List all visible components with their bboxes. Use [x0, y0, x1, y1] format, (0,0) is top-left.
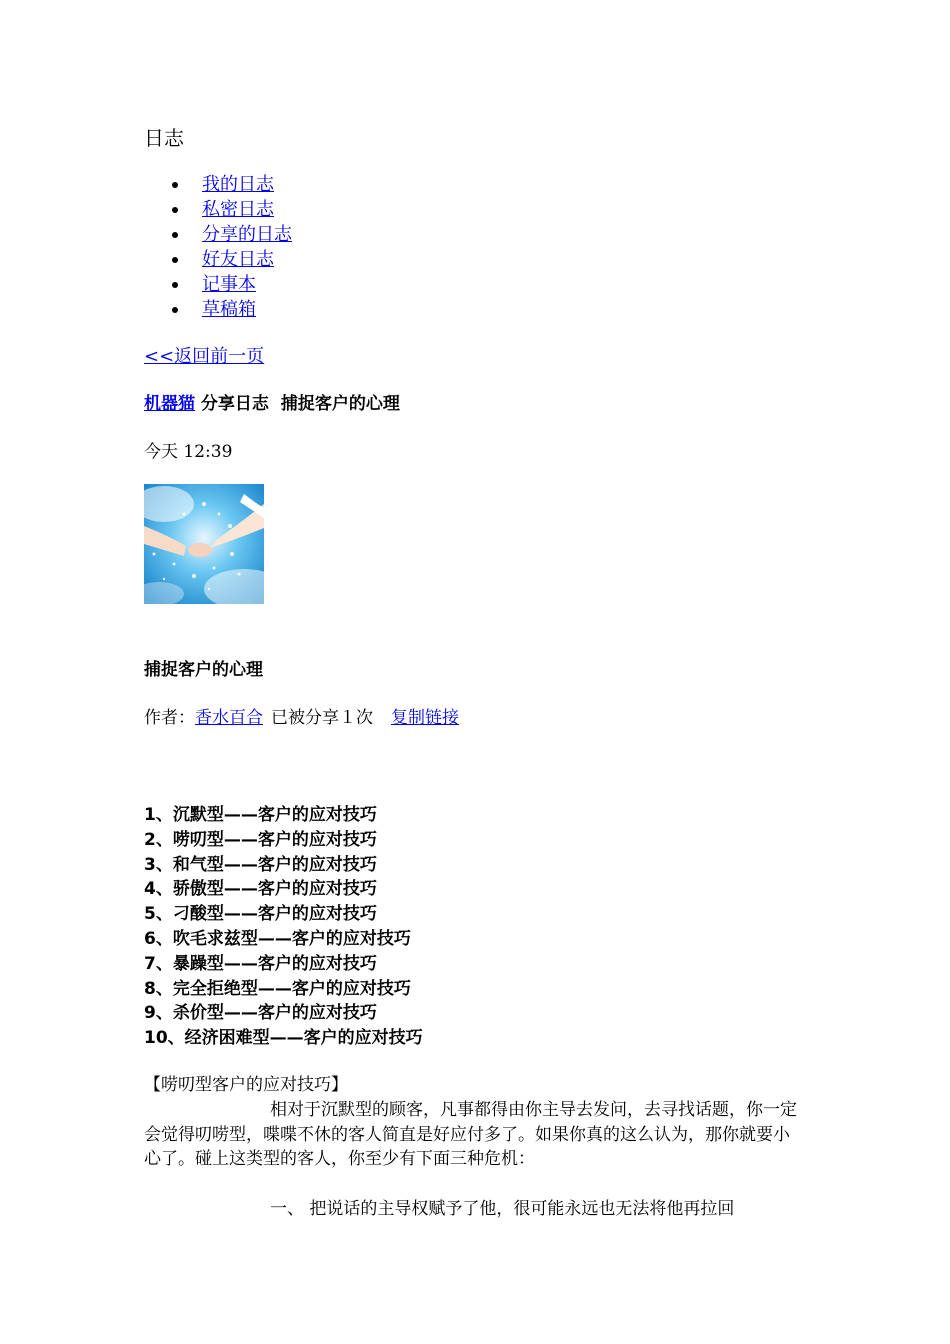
post-author-link[interactable]: 机器猫 [144, 394, 195, 414]
bullet-icon [172, 257, 178, 263]
nav-item-shared-journal [172, 222, 292, 247]
article-title: 捕捉客户的心理 [144, 660, 263, 680]
nav-link-private-journal[interactable]: 私密日志 [202, 199, 274, 220]
author-label: 作者： [144, 708, 195, 728]
bullet-icon [172, 282, 178, 288]
nav-link-notepad[interactable]: 记事本 [202, 274, 256, 295]
toc-item: 9、杀价型——客户的应对技巧 [144, 1003, 377, 1024]
nav-item-notepad [172, 272, 292, 297]
bullet-icon [172, 232, 178, 238]
nav-link-drafts[interactable]: 草稿箱 [202, 299, 256, 320]
share-count: 已被分享１次 [271, 708, 373, 728]
body-paragraph: 相对于沉默型的顾客，凡事都得由你主导去发问，去寻找话题，你一定会觉得叨唠型，喋喋不休的客人简直是好应付多了。如果你真的这么认为，那你就要小心了。碰上这类型的客人，你至少有下面三种危机： [144, 1099, 797, 1170]
toc-item: 10、经济困难型——客户的应对技巧 [144, 1028, 423, 1049]
journal-nav [172, 172, 292, 322]
toc-item: 7、暴躁型——客户的应对技巧 [144, 953, 377, 974]
nav-link-friends-journal[interactable]: 好友日志 [202, 249, 274, 270]
holding-hands-image[interactable] [144, 484, 264, 604]
post-timestamp: 今天 12:39 [144, 442, 233, 462]
nav-item-friends-journal [172, 247, 292, 272]
post-header [144, 392, 406, 416]
post-category: 分享日志 [200, 394, 269, 414]
page-title: 日志 [144, 126, 184, 150]
nav-link-my-journal[interactable]: 我的日志 [202, 174, 274, 195]
toc-list [144, 803, 423, 1051]
toc-item: 5、刁酸型——客户的应对技巧 [144, 904, 377, 925]
toc-item: 3、和气型——客户的应对技巧 [144, 854, 377, 875]
back-link[interactable]: <<返回前一页 [144, 346, 265, 367]
body-point: 一、 把说话的主导权赋予了他，很可能永远也无法将他再拉回 [270, 1198, 735, 1219]
nav-item-drafts [172, 297, 292, 322]
bullet-icon [172, 207, 178, 213]
nav-item-my-journal [172, 172, 292, 197]
author-link[interactable]: 香水百合 [195, 708, 263, 728]
toc-item: 2、唠叨型——客户的应对技巧 [144, 829, 377, 850]
toc-item: 8、完全拒绝型——客户的应对技巧 [144, 978, 411, 999]
toc-item: 4、骄傲型——客户的应对技巧 [144, 879, 377, 900]
nav-item-private-journal [172, 197, 292, 222]
copy-link-button[interactable]: 复制链接 [391, 708, 459, 728]
bullet-icon [172, 182, 178, 188]
toc-item: 1、沉默型——客户的应对技巧 [144, 805, 377, 825]
bullet-icon [172, 307, 178, 313]
toc-item: 6、吹毛求兹型——客户的应对技巧 [144, 928, 411, 949]
post-header-title: 捕捉客户的心理 [280, 394, 400, 414]
article-body [144, 1073, 799, 1222]
article-meta [144, 706, 459, 730]
section-heading: 【唠叨型客户的应对技巧】 [144, 1075, 348, 1095]
nav-link-shared-journal[interactable]: 分享的日志 [202, 224, 292, 245]
